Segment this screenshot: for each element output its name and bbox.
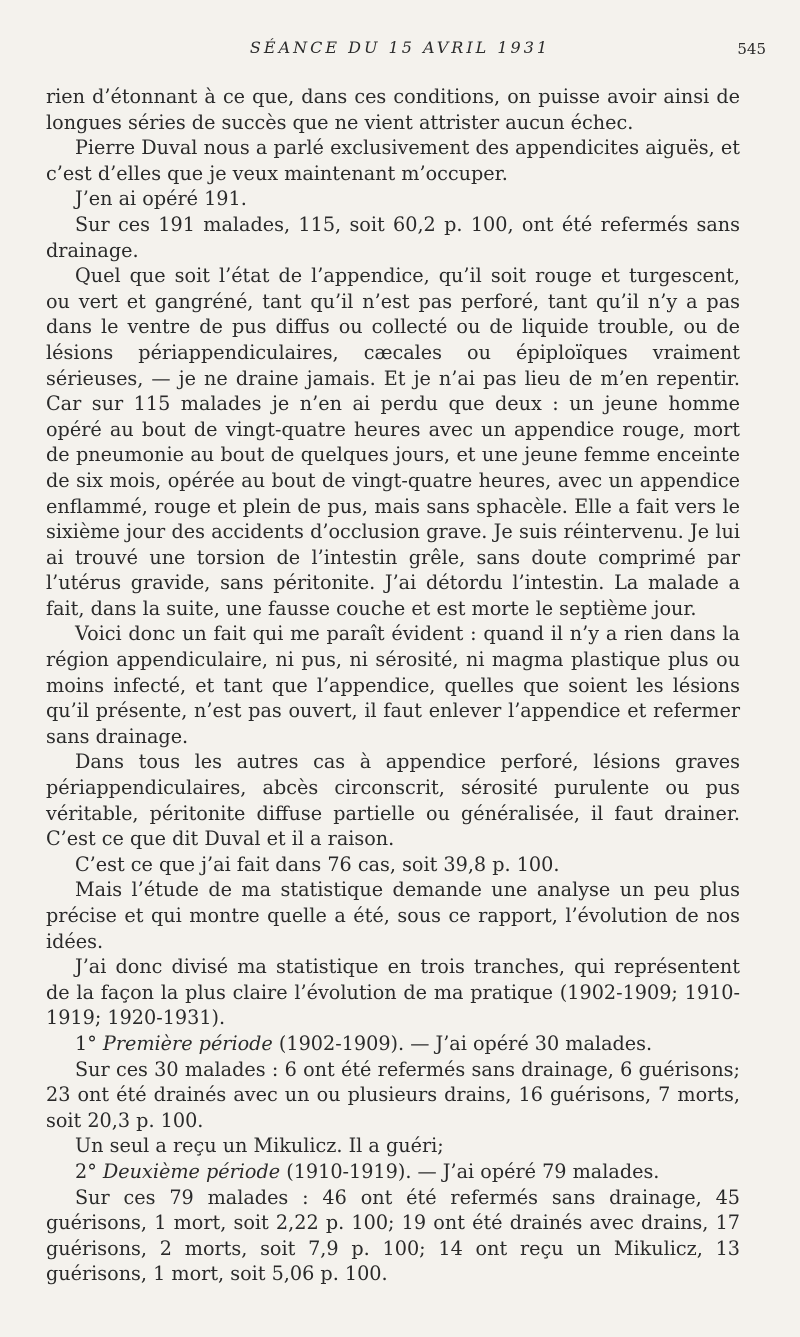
period-text: (1910-1919). — J’ai opéré 79 malades. (280, 1159, 660, 1183)
paragraph: Sur ces 79 malades : 46 ont été refermés sans drainage, 45 guérisons, 1 mort, soit 2,22 p. 100; 19 ont été drainés avec drains, 17 guérisons, 2 morts, soit 7,9 p. 100; 14 ont reçu un Mikulicz, 13 guérisons, 1 mort, soit 5,06 p. 100. (46, 1185, 740, 1286)
paragraph: J’en ai opéré 191. (75, 187, 247, 211)
running-head (0, 38, 800, 62)
paragraph: Sur ces 30 malades : 6 ont été refermés sans drainage, 6 guérisons; 23 ont été drainés avec un ou plusieurs drains, 16 guérisons, 7 morts, soit 20,3 p. 100. (46, 1057, 740, 1132)
period-title: Deuxième période (102, 1159, 281, 1183)
paragraph: Dans tous les autres cas à appendice perforé, lésions graves périappendiculaires, abcès circonscrit, sérosité purulente ou pus véritable, péritonite diffuse partielle ou généralisée, il faut drainer. C’est ce que dit Duval et il a raison. (46, 750, 740, 851)
page-number: 545 (737, 40, 766, 58)
paragraph: Voici donc un fait qui me paraît évident : quand il n’y a rien dans la région appendiculaire, ni pus, ni sérosité, ni magma plastique plus ou moins infecté, et tant que l’appendice, quelles que soient les lésions qu’il présente, n’est pas ouvert, il faut enlever l’appendice et refermer sans drainage. (46, 622, 740, 748)
paragraph: C’est ce que j’ai fait dans 76 cas, soit 39,8 p. 100. (75, 852, 560, 876)
section-heading-period-2 (46, 1159, 740, 1185)
paragraph: Sur ces 191 malades, 115, soit 60,2 p. 100, ont été refermés sans drainage. (46, 212, 740, 262)
section-heading-period-1 (46, 1031, 740, 1057)
period-title: Première période (102, 1031, 273, 1055)
paragraph: rien d’étonnant à ce que, dans ces conditions, on puisse avoir ainsi de longues séries de succès que ne vient attrister aucun échec. (46, 85, 740, 134)
paragraph: Quel que soit l’état de l’appendice, qu’il soit rouge et turgescent, ou vert et gangréné, tant qu’il n’est pas perforé, tant qu’il n’y a pas dans le ventre de pus diffus ou collecté ou de liquide trouble, ou de lésions périappendiculaires, cæcales ou épiploïques vraiment sérieuses, — je ne draine jamais. Et je n’ai pas lieu de m’en repentir. Car sur 115 malades je n’en ai perdu que deux : un jeune homme opéré au bout de vingt-quatre heures avec un appendice rouge, mort de pneumonie au bout de quelques jours, et une jeune femme enceinte de six mois, opérée au bout de vingt-quatre heures, avec un appendice enflammé, rouge et plein de pus, mais sans sphacèle. Elle a fait vers le sixième jour des accidents d’occlusion grave. Je suis réintervenu. Je lui ai trouvé une torsion de l’intestin grêle, sans doute comprimé par l’utérus gravide, sans péritonite. J’ai détordu l’intestin. La malade a fait, dans la suite, une fausse couche et est morte le septième jour. (46, 264, 740, 620)
period-number: 1° (75, 1031, 103, 1055)
paragraph: Un seul a reçu un Mikulicz. Il a guéri; (75, 1134, 444, 1158)
running-title: SÉANCE DU 15 AVRIL 1931 (249, 38, 551, 57)
body-text (46, 84, 740, 1287)
paragraph: Pierre Duval nous a parlé exclusivement des appendicites aiguës, et c’est d’elles que je veux maintenant m’occuper. (46, 136, 740, 185)
paragraph: Mais l’étude de ma statistique demande une analyse un peu plus précise et qui montre quelle a été, sous ce rapport, l’évolution de nos idées. (46, 878, 740, 953)
paragraph: J’ai donc divisé ma statistique en trois tranches, qui représentent de la façon la plus claire l’évolution de ma pratique (1902-1909; 1910-1919; 1920-1931). (46, 955, 740, 1030)
period-number: 2° (75, 1159, 103, 1183)
period-text: (1902-1909). — J’ai opéré 30 malades. (272, 1031, 653, 1055)
